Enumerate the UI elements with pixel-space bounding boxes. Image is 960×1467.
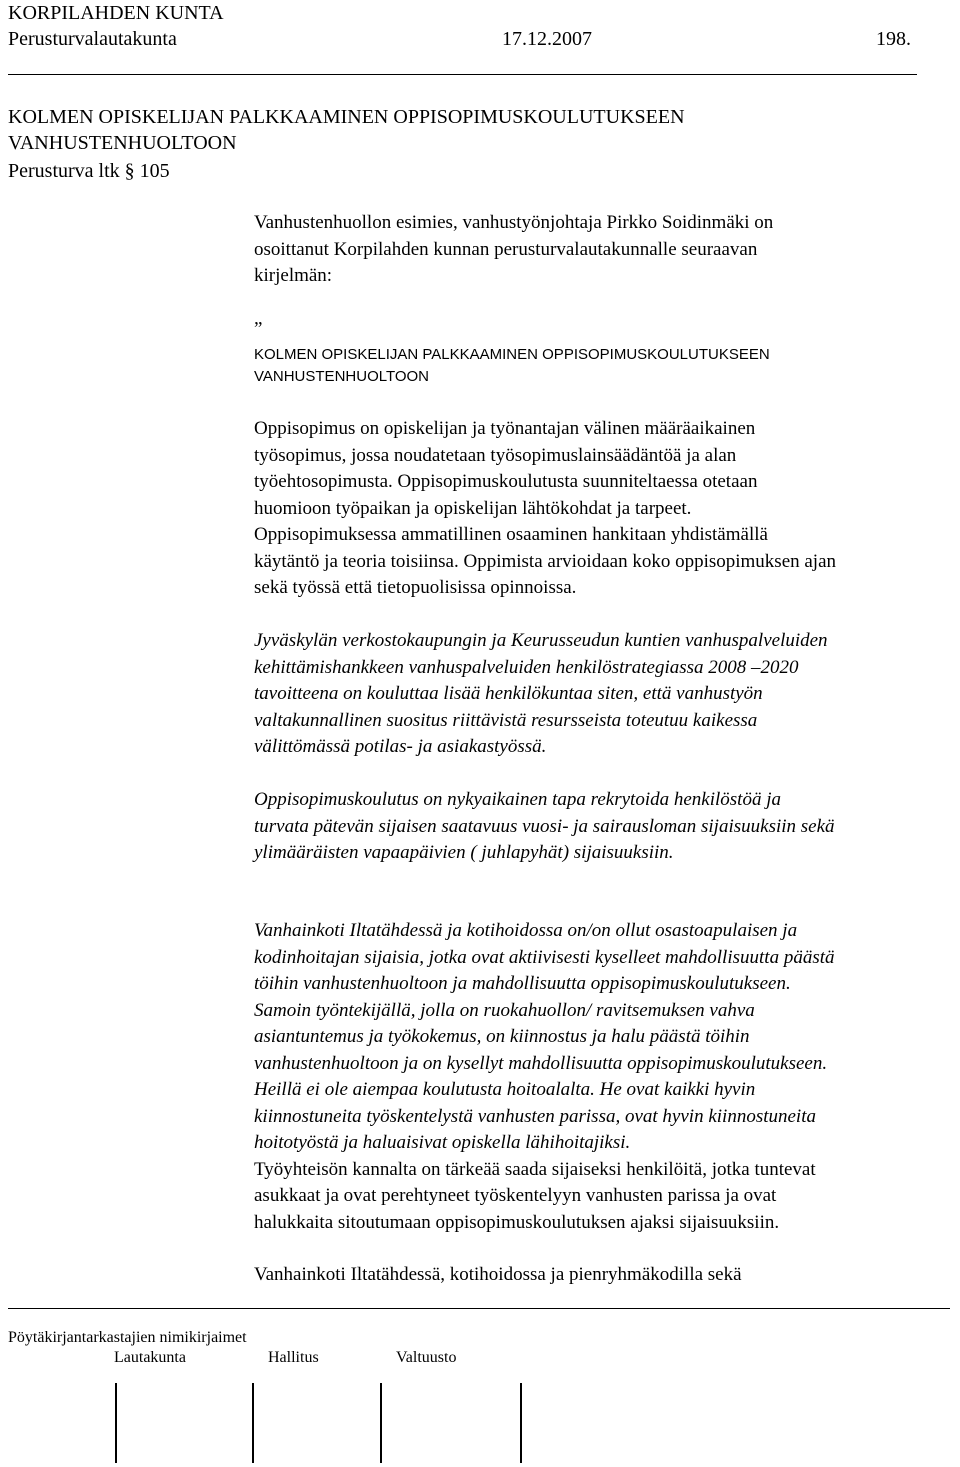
paragraph-candidates	[254, 918, 954, 1236]
text-line: halukkaita sitoutumaan oppisopimuskoulutuksen ajaksi sijaisuuksiin.	[254, 1211, 780, 1233]
text-line: huomioon työpaikan ja opiskelijan lähtökohdat ja tarpeet.	[254, 497, 692, 519]
paragraph-apprenticeship	[254, 416, 954, 602]
text-line: kodinhoitajan sijaisia, jotka ovat aktiivisesti kyselleet mahdollisuutta päästä	[254, 946, 835, 968]
text-line: osoittanut Korpilahden kunnan perusturvalautakunnalle seuraavan	[254, 238, 758, 260]
intro-paragraph	[254, 210, 954, 290]
letter-title-line: VANHUSTENHUOLTOON	[254, 368, 430, 385]
text-line: Oppisopimuksessa ammatillinen osaaminen hankitaan yhdistämällä	[254, 524, 768, 545]
footer-title: Pöytäkirjantarkastajien nimikirjaimet	[8, 1329, 247, 1346]
footer-column-board: Lautakunta	[114, 1349, 186, 1366]
text-line: töihin vanhustenhuoltoon ja mahdollisuutta oppisopimuskoulutukseen.	[254, 973, 791, 994]
text-line: Oppisopimus on opiskelijan ja työnantajan välinen määräaikainen	[254, 418, 756, 439]
signature-box-divider	[520, 1383, 522, 1463]
text-line: sekä työssä että tietopuolisissa opinnoissa.	[254, 577, 577, 598]
text-line: Vanhainkoti Iltatähdessä ja kotihoidossa on/on ollut osastoapulaisen ja	[254, 920, 798, 941]
meeting-date: 17.12.2007	[502, 28, 592, 50]
text-line: kirjelmän:	[254, 265, 333, 286]
text-line: Vanhainkoti Iltatähdessä, kotihoidossa ja pienryhmäkodilla sekä	[254, 1264, 742, 1285]
text-line: Työyhteisön kannalta on tärkeää saada sijaiseksi henkilöitä, jotka tuntevat	[254, 1158, 816, 1180]
text-line: Jyväskylän verkostokaupungin ja Keurusseudun kuntien vanhuspalveluiden	[254, 630, 828, 651]
paragraph-continuation	[254, 1262, 954, 1289]
signature-box-divider	[380, 1383, 382, 1463]
footer-rule	[8, 1308, 950, 1309]
page-number: 198.	[876, 28, 911, 50]
text-line: asiantuntemus ja työkokemus, on kiinnostus ja halu päästä töihin	[254, 1026, 750, 1047]
header-rule	[8, 74, 917, 75]
text-line: Heillä ei ole aiempaa koulutusta hoitoalalta. He ovat kaikki hyvin	[254, 1079, 756, 1100]
agenda-title-line-2: VANHUSTENHUOLTOON	[8, 132, 237, 154]
signature-box-divider	[115, 1383, 117, 1463]
paragraph-recruitment	[254, 787, 954, 867]
text-line: hoitotyöstä ja haluaisivat opiskella lähihoitajiksi.	[254, 1132, 631, 1153]
signature-box-divider	[252, 1383, 254, 1463]
organization-name: KORPILAHDEN KUNTA	[8, 2, 224, 24]
text-line: työsopimus, jossa noudatetaan työsopimuslainsäädäntöä ja alan	[254, 444, 737, 466]
text-line: Samoin työntekijällä, jolla on ruokahuollon/ ravitsemuksen vahva	[254, 999, 755, 1021]
footer-column-government: Hallitus	[268, 1349, 319, 1366]
text-line: asukkaat ja ovat perehtyneet työskentelyyn vanhusten parissa ja ovat	[254, 1185, 777, 1206]
agenda-title-line-1: KOLMEN OPISKELIJAN PALKKAAMINEN OPPISOPIMUSKOULUTUKSEEN	[8, 106, 685, 128]
letter-title-line: KOLMEN OPISKELIJAN PALKKAAMINEN OPPISOPIMUSKOULUTUKSEEN	[254, 346, 770, 363]
footer-column-council: Valtuusto	[396, 1349, 457, 1366]
text-line: tavoitteena on kouluttaa lisää henkilökuntaa siten, että vanhustyön	[254, 683, 763, 704]
section-reference: Perusturva ltk § 105	[8, 160, 170, 182]
board-name: Perusturvalautakunta	[8, 28, 177, 50]
paragraph-development-project	[254, 628, 954, 761]
text-line: kehittämishankkeen vanhuspalveluiden henkilöstrategiassa 2008 –2020	[254, 656, 799, 678]
opening-quote-mark: „	[254, 308, 263, 329]
text-line: vanhustenhuoltoon ja on kysellyt mahdollisuutta oppisopimuskoulutukseen.	[254, 1052, 828, 1074]
text-line: kiinnostuneita työskentelystä vanhusten parissa, ovat hyvin kiinnostuneita	[254, 1105, 816, 1127]
text-line: käytäntö ja teoria toisiinsa. Oppimista arvioidaan koko oppisopimuksen ajan	[254, 550, 837, 572]
text-line: turvata pätevän sijaisen saatavuus vuosi- ja sairausloman sijaisuuksiin sekä	[254, 815, 835, 837]
text-line: Oppisopimuskoulutus on nykyaikainen tapa rekrytoida henkilöstöä ja	[254, 789, 781, 810]
letter-title	[254, 344, 954, 388]
text-line: välittömässä potilas- ja asiakastyössä.	[254, 736, 547, 757]
text-line: työehtosopimusta. Oppisopimuskoulutusta suunniteltaessa otetaan	[254, 471, 758, 492]
text-line: valtakunnallinen suositus riittävistä resursseista toteutuu kaikessa	[254, 709, 758, 731]
text-line: Vanhustenhuollon esimies, vanhustyönjohtaja Pirkko Soidinmäki on	[254, 212, 774, 233]
text-line: ylimääräisten vapaapäivien ( juhlapyhät) sijaisuuksiin.	[254, 842, 674, 863]
